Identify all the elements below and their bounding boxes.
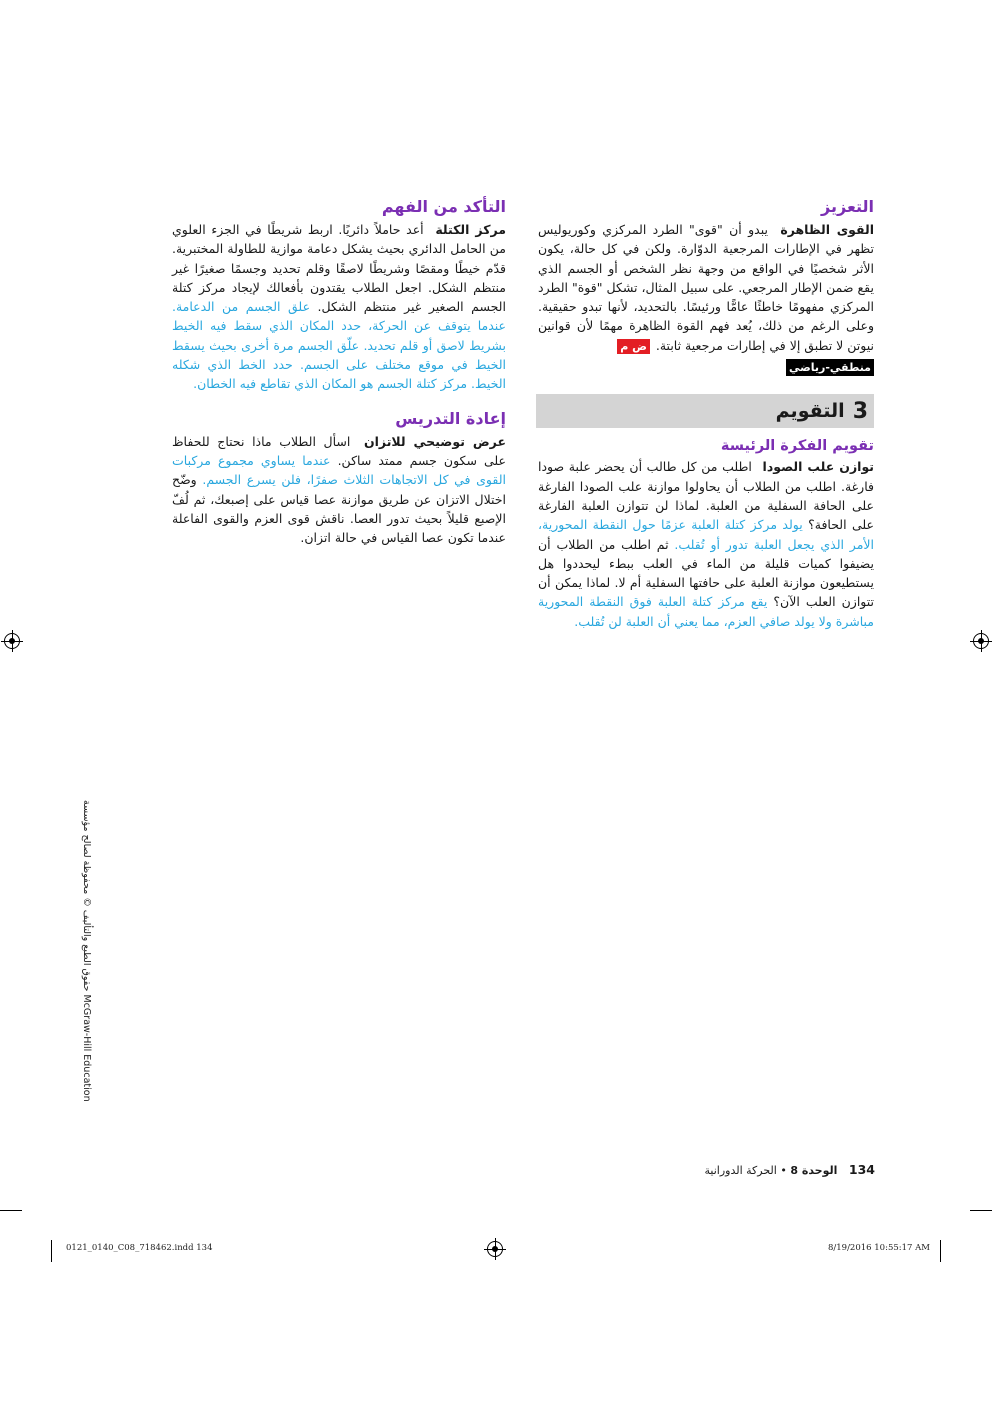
unit-label: الوحدة 8	[790, 1164, 838, 1177]
right-column	[538, 196, 874, 631]
evaluate-number: 3	[852, 398, 868, 424]
reinforce-lead: القوى الظاهرة	[780, 222, 874, 237]
crop-mark-right-vertical	[940, 1240, 941, 1262]
check-heading: التأكد من الفهم	[381, 197, 506, 216]
evaluate-lead: توازن علب الصودا	[762, 459, 874, 475]
page-number: 134	[848, 1162, 875, 1177]
reteach-lead: عرض توضيحي للاتزان	[363, 433, 506, 449]
left-column	[172, 196, 506, 547]
reteach-answer: عندما يساوي مجموع مركبات القوى في كل الاتجاهات الثلاث صفرًا، فلن يسرع الجسم.	[172, 452, 506, 488]
evaluate-subheading: تقويم الفكرة الرئيسة	[720, 438, 874, 455]
check-paragraph	[172, 220, 506, 394]
crop-mark-left-vertical	[51, 1240, 52, 1262]
evaluate-title: التقويم	[775, 399, 845, 422]
evaluate-answer-1: يولد مركز كتلة العلبة عزمًا حول النقطة المحورية، الأمر الذي يجعل العلبة تدور أو تُقلب.	[538, 517, 874, 552]
check-answer: علق الجسم من الدعامة. عندما يتوقف عن الحركة، حدد المكان الذي سقط فيه الخيط بشريط لاصق أو قلم تحديد. علّق الجسم مرة أخرى بحيث يسقط الخيط في موقع مختلف على الجسم. حدد الخط الذي شكله الخيط. مركز كتلة الجسم هو المكان الذي تقاطع فيه الخطان.	[172, 299, 506, 392]
slug-date: 8/19/2016 10:55:17 AM	[827, 1243, 930, 1253]
evaluate-banner	[536, 394, 874, 428]
evaluate-text: اطلب من كل طالب أن يحضر علبة صودا فارغة. اطلب من الطلاب أن يحاولوا موازنة علب الصودا الفارغة على الحافة السفلية من العلبة. لماذا لن تتوازن العلبة الفارغة على الحافة؟	[538, 459, 874, 533]
reinforce-tagline	[538, 357, 874, 376]
reinforce-heading: التعزيز	[821, 197, 874, 216]
chapter-title: الحركة الدورانية	[704, 1164, 777, 1177]
check-text: أعد حاملاً دائريًا. اربط شريطًا في الجزء العلوي من الحامل الدائري بحيث يشكل دعامة موازية للطاولة المختبرية. قدّم خيطًا ومقصًا وشريطًا لاصقًا وقلم تحديد وجسمًا صغيرًا غير منتظم الشكل. اجعل الطلاب يقتدون بأفعالك لإيجاد مركز كتلة الجسم الصغير غير منتظم الشكل.	[172, 222, 506, 315]
learning-style-tag: منطقي-رياضي	[786, 359, 874, 376]
copyright-vertical: حقوق الطبع والتأليف © محفوظة لصالح مؤسسة McGraw-Hill Education	[81, 800, 92, 1102]
crop-mark-right	[970, 1210, 992, 1211]
reteach-paragraph	[172, 432, 506, 548]
crop-mark-left	[0, 1210, 22, 1211]
registration-mark-left	[4, 633, 20, 649]
registration-mark-right	[973, 633, 989, 649]
slug-filename: 0121_0140_C08_718462.indd 134	[66, 1243, 213, 1253]
footer-bullet: •	[780, 1164, 787, 1177]
evaluate-paragraph	[538, 457, 874, 631]
skill-badge: ض م	[617, 339, 650, 354]
reinforce-text: يبدو أن "قوى" الطرد المركزي وكوريوليس تظهر في الإطارات المرجعية الدوّارة. ولكن في كل حالة، يكون الأثر شخصيًا في الواقع من وجهة نظر الشخص أو الجسم الذي يقع ضمن الإطار المرجعي. على سبيل المثال، تشكل "قوة" الطرد المركزي مفهومًا خاطئًا عامًّا ورئيسًا. بالتحديد، لأنها تبدو حقيقية. وعلى الرغم من ذلك، يُعد فهم القوة الظاهرة مهمًا لأن قوانين نيوتن لا تطبق إلا في إطارات مرجعية ثابتة.	[538, 222, 874, 353]
check-lead: مركز الكتلة	[435, 222, 506, 237]
evaluate-answer-2: يقع مركز كتلة العلبة فوق النقطة المحورية مباشرة ولا يولد صافي العزم، مما يعني أن العلبة لن تُقلب.	[538, 594, 874, 629]
reteach-text: اسأل الطلاب ماذا نحتاج للحفاظ على سكون جسم ممتد ساكن.	[172, 433, 506, 468]
evaluate-text-2: ثم اطلب من الطلاب أن يضيفوا كميات قليلة من الماء في العلب ببطء ليحددوا هل يستطيعون موازنة العلبة على حافتها السفلية أم لا. لماذا يمكن أن تتوازن العلب الآن؟	[538, 536, 875, 610]
spacer	[172, 394, 506, 408]
page-footer	[600, 1162, 875, 1177]
reteach-text-2: وضّح اختلال الاتزان عن طريق موازنة عصا قياس على إصبعك، ثم لُفّ الإصبع قليلاً بحيث تدور العصا. ناقش قوى العزم والقوى الفاعلة عندما تكون عصا القياس في حالة اتزان.	[172, 472, 506, 546]
reinforce-paragraph	[538, 220, 874, 355]
registration-mark-bottom	[487, 1241, 503, 1257]
reteach-heading: إعادة التدريس	[395, 408, 506, 428]
